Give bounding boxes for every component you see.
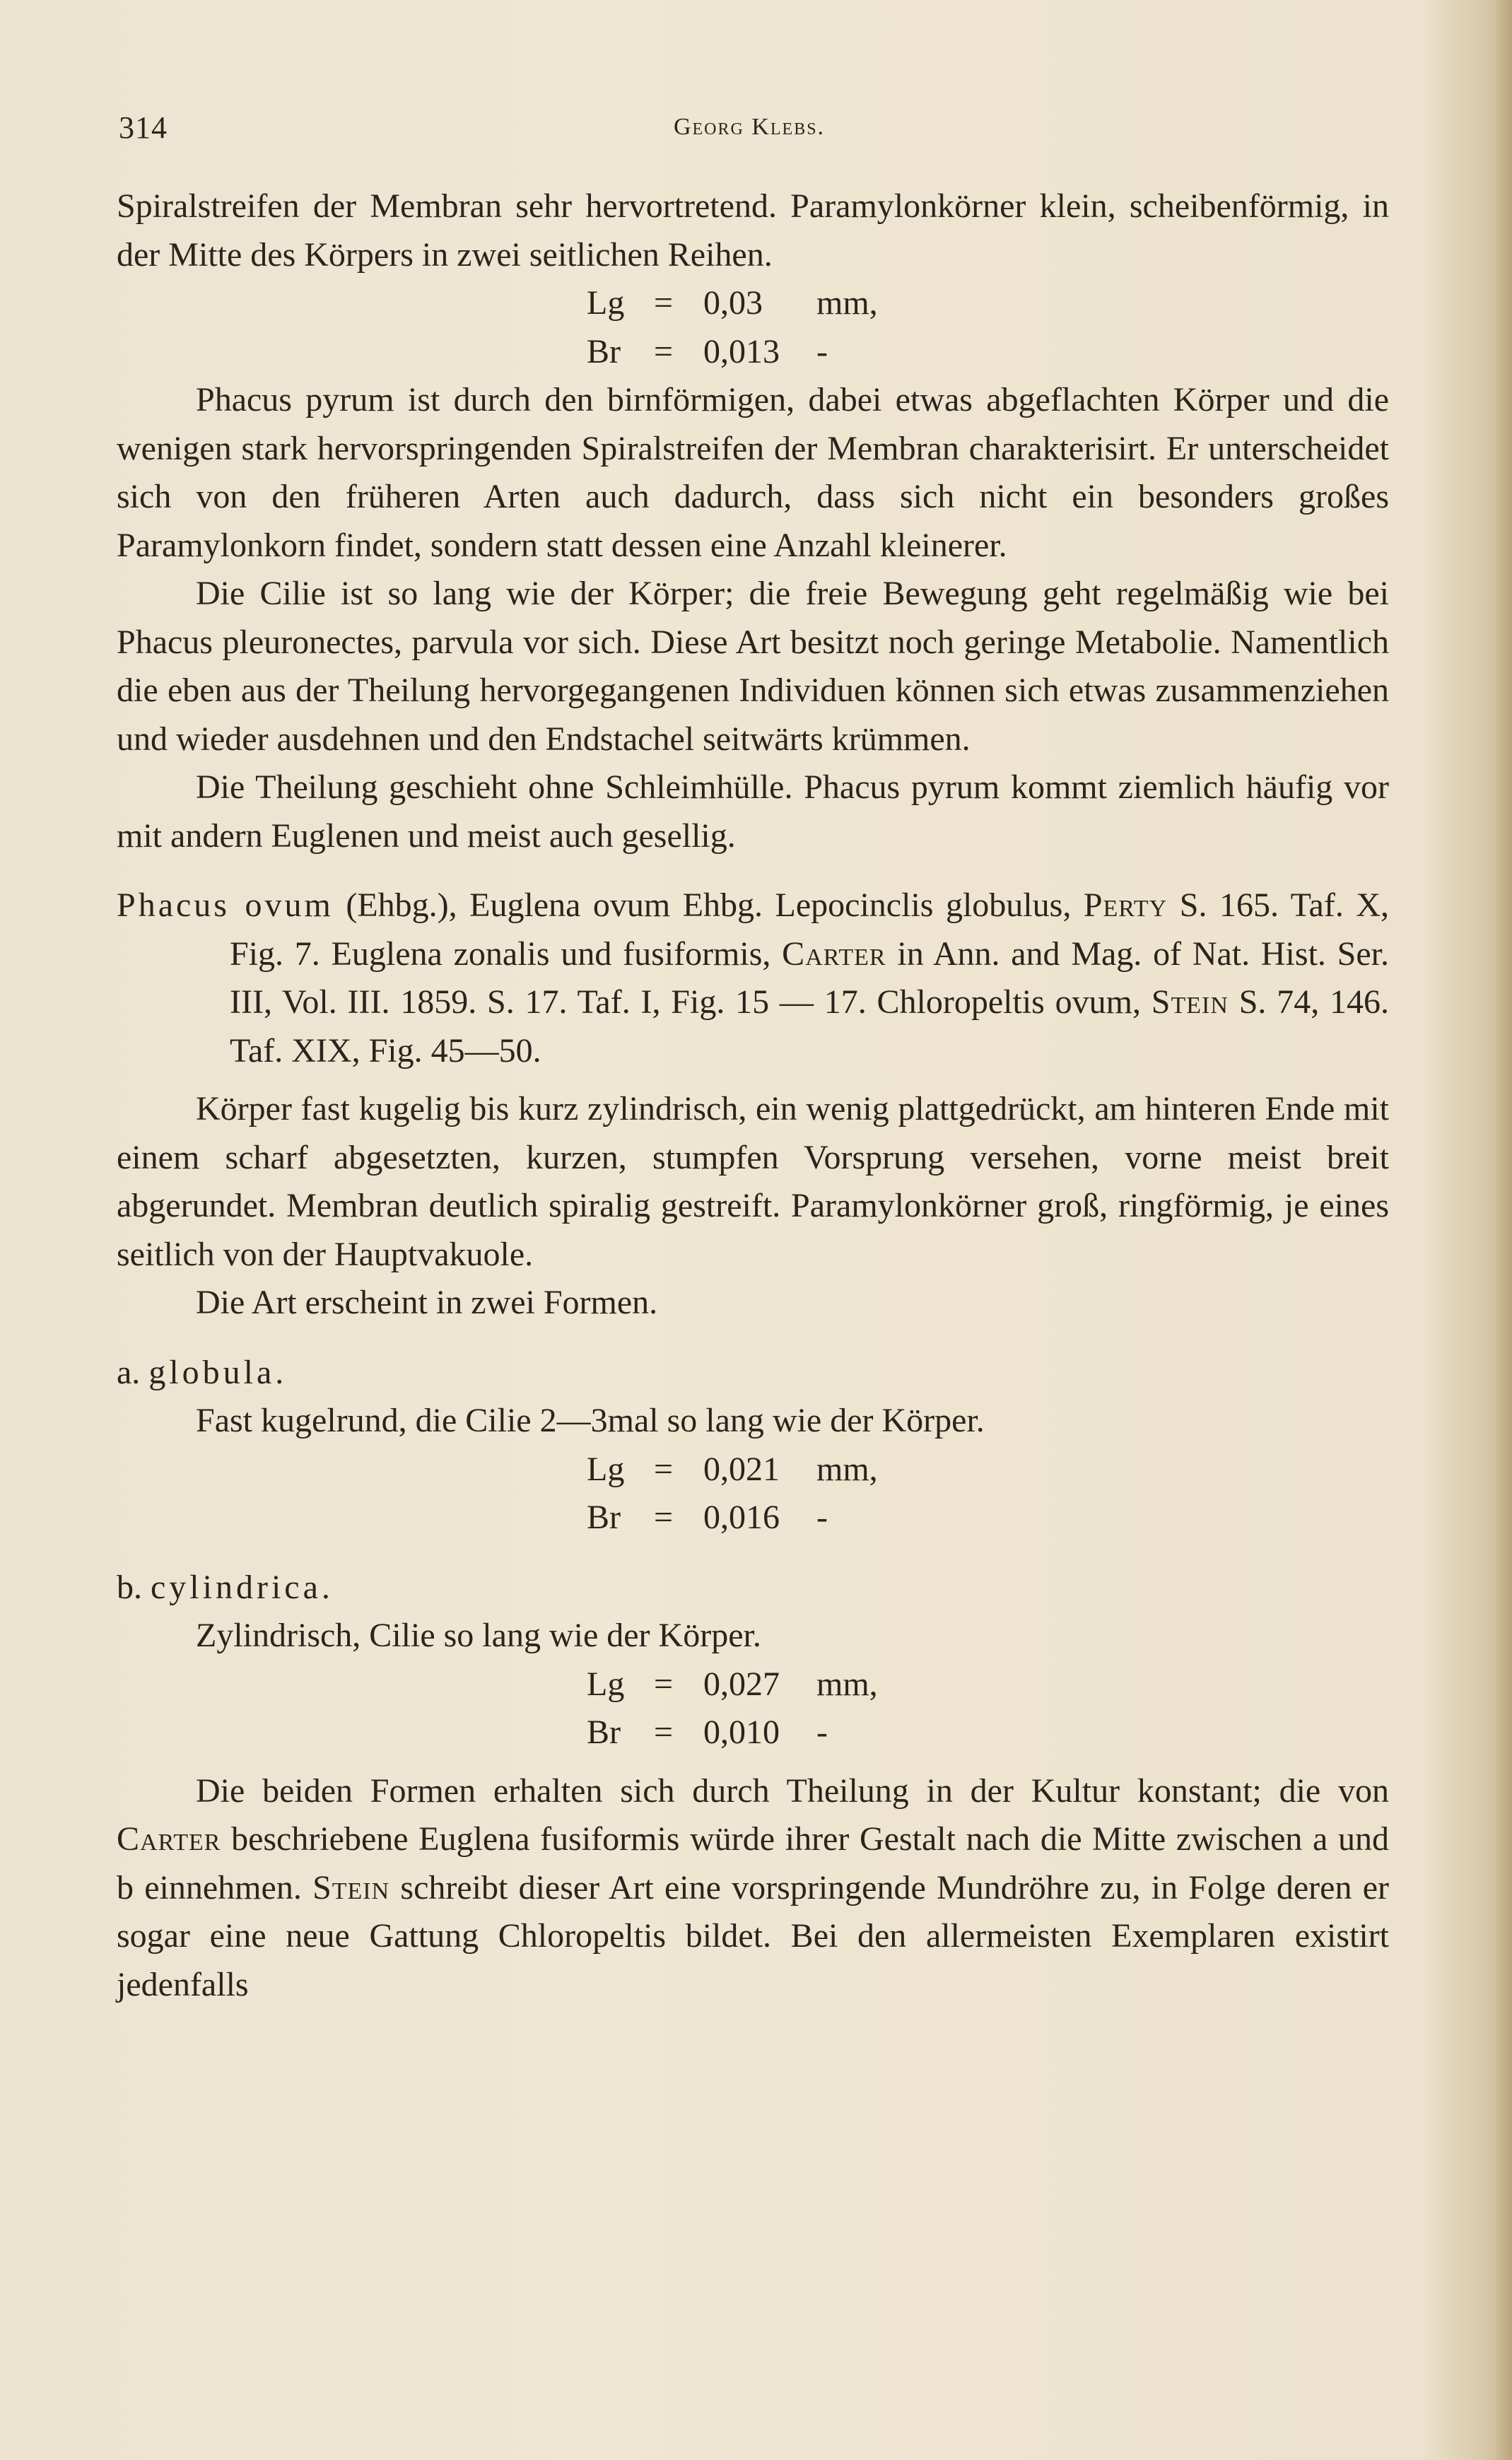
measurement-length bbox=[587, 279, 1389, 328]
author-stein: Stein bbox=[312, 1868, 390, 1906]
author-perty: Perty bbox=[1083, 886, 1168, 924]
measurement-length bbox=[587, 1660, 1389, 1709]
measurement-unit: - bbox=[816, 1499, 828, 1536]
measurement-value: 0,013 bbox=[703, 332, 780, 370]
measurement-length bbox=[587, 1446, 1389, 1494]
paragraph-pyrum-division: Die Theilung geschieht ohne Schleimhülle. Phacus pyrum kommt ziemlich häufig vor mit andern Euglenen und meist auch gesellig. bbox=[117, 768, 1389, 855]
measurement-equals: = bbox=[654, 1499, 674, 1536]
measurement-breadth bbox=[587, 328, 1389, 377]
form-letter: b. bbox=[117, 1568, 142, 1606]
paragraph-pyrum-movement: Die Cilie ist so lang wie der Körper; die freie Bewegung geht regelmäßig wie bei Phacus pleuronectes, parvula vor sich. Diese Art besitzt noch geringe Metabolie. Namentlich die eben aus der Theilung hervorgegangenen Individuen können sich etwas zusammenziehen und wieder ausdehnen und den Endstachel seitwärts krümmen. bbox=[117, 575, 1389, 758]
measurement-equals: = bbox=[654, 1450, 674, 1488]
measurement-symbol: Lg bbox=[587, 1450, 625, 1488]
form-letter: a. bbox=[117, 1353, 141, 1391]
paragraph-final bbox=[117, 1767, 1389, 2010]
measurement-symbol: Br bbox=[587, 332, 621, 370]
measurement-equals: = bbox=[654, 1665, 674, 1703]
form-name: cylindrica. bbox=[151, 1568, 334, 1606]
synonymy-text: S. 74, 146. Taf. XIX, Fig. 45—50. bbox=[230, 983, 1389, 1070]
synonymy-text: S. 165. Taf. X, Fig. 7. Euglena zonalis und fusiformis, bbox=[230, 886, 1390, 973]
measurement-equals: = bbox=[654, 332, 674, 370]
measurement-breadth bbox=[587, 1709, 1389, 1757]
paragraph-text: beschriebene Euglena fusiformis würde ihrer Gestalt nach die Mitte zwischen a und b einnehmen. bbox=[117, 1820, 1389, 1906]
running-title: Georg Klebs. bbox=[673, 114, 826, 140]
form-a-heading bbox=[117, 1349, 1389, 1398]
measurement-unit: - bbox=[816, 1714, 828, 1751]
author-carter: Carter bbox=[782, 935, 886, 973]
species-synonymy bbox=[117, 882, 1390, 1075]
synonymy-text: in Ann. and Mag. of Nat. Hist. Ser. III, Vol. III. 1859. S. 17. Taf. I, Fig. 15 — 17. Chloropeltis ovum, bbox=[230, 935, 1389, 1021]
form-b-heading bbox=[117, 1564, 1389, 1612]
measurement-equals: = bbox=[654, 284, 674, 322]
species-entry-phacus-ovum bbox=[117, 882, 1389, 1075]
measurement-block-pyrum bbox=[117, 279, 1389, 376]
page-edge bbox=[1496, 0, 1512, 2460]
paragraph-intro: Spiralstreifen der Membran sehr hervortretend. Paramylonkörner klein, scheibenförmig, in der Mitte des Körpers in zwei seitlichen Reihen. bbox=[117, 187, 1389, 274]
measurement-value: 0,027 bbox=[703, 1665, 780, 1703]
form-b-description: Zylindrisch, Cilie so lang wie der Körper. bbox=[196, 1617, 761, 1654]
page-body bbox=[117, 182, 1389, 2009]
paragraph-pyrum-description: Phacus pyrum ist durch den birnförmigen, dabei etwas abgeflachten Körper und die wenigen stark hervorspringenden Spiralstreifen der Membran charakterisirt. Er unterscheidet sich von den früheren Arten auch dadurch, dass sich nicht ein besonders großes Paramylonkorn findet, sondern statt dessen eine Anzahl kleinerer. bbox=[117, 381, 1389, 564]
measurement-symbol: Br bbox=[587, 1714, 621, 1751]
author-stein: Stein bbox=[1151, 983, 1229, 1021]
author-carter: Carter bbox=[117, 1820, 221, 1858]
measurement-symbol: Lg bbox=[587, 284, 625, 322]
measurement-symbol: Br bbox=[587, 1499, 621, 1536]
form-a-description: Fast kugelrund, die Cilie 2—3mal so lang wie der Körper. bbox=[196, 1402, 985, 1439]
paragraph-ovum-forms: Die Art erscheint in zwei Formen. bbox=[196, 1284, 658, 1321]
synonymy-text: (Ehbg.), Euglena ovum Ehbg. Lepocinclis globulus, bbox=[333, 886, 1084, 924]
measurement-value: 0,010 bbox=[703, 1714, 780, 1751]
paragraph-text: Die beiden Formen erhalten sich durch Theilung in der Kultur konstant; die von bbox=[196, 1771, 1389, 1810]
measurement-breadth bbox=[587, 1494, 1389, 1542]
paragraph-ovum-description: Körper fast kugelig bis kurz zylindrisch, ein wenig plattgedrückt, am hinteren Ende mit einem scharf abgesetzten, kurzen, stumpfen Vorsprung versehen, vorne meist breit abgerundet. Membran deutlich spiralig gestreift. Paramylonkörner groß, ringförmig, je eines seitlich von der Hauptvakuole. bbox=[117, 1090, 1389, 1273]
measurement-equals: = bbox=[654, 1714, 674, 1751]
paragraph-text: schreibt dieser Art eine vorspringende Mundröhre zu, in Folge deren er sogar eine neue Gattung Chloropeltis bildet. Bei den allermeisten Exemplaren existirt jedenfalls bbox=[117, 1868, 1389, 2003]
measurement-value: 0,016 bbox=[703, 1499, 780, 1536]
form-name: globula. bbox=[148, 1353, 288, 1391]
page-header bbox=[113, 110, 1385, 159]
measurement-unit: - bbox=[816, 332, 828, 370]
measurement-value: 0,03 bbox=[703, 284, 763, 322]
page-number: 314 bbox=[119, 110, 168, 145]
measurement-symbol: Lg bbox=[587, 1665, 625, 1703]
species-name: Phacus ovum bbox=[117, 886, 334, 924]
measurement-unit: mm, bbox=[816, 1450, 878, 1488]
measurement-unit: mm, bbox=[816, 284, 878, 322]
measurement-unit: mm, bbox=[816, 1665, 878, 1703]
measurement-value: 0,021 bbox=[703, 1450, 780, 1488]
